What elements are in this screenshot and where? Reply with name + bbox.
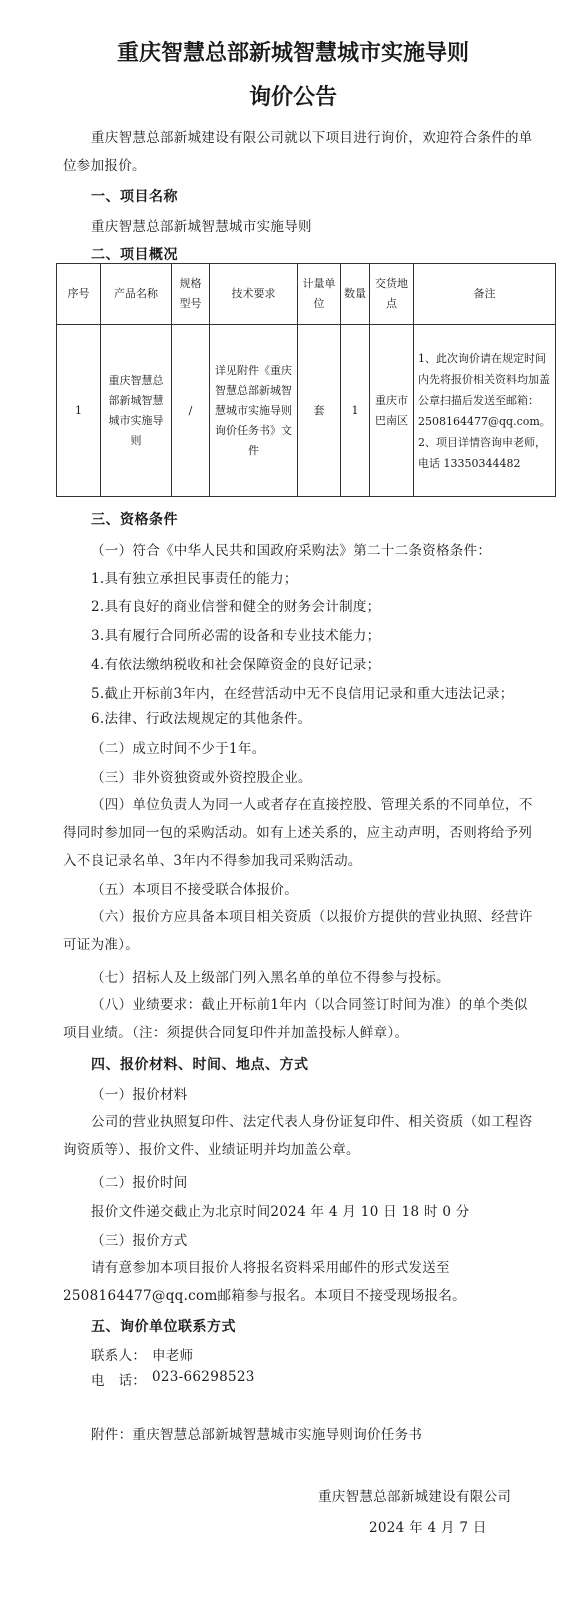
table-header-cell: 备注 [414,264,556,325]
qualification-item: 5.截止开标前3年内，在经营活动中无不良信用记录和重大违法记录； [91,686,514,702]
phone-number: 023-66298523 [152,1369,255,1385]
qualification-item: 1.具有独立承担民事责任的能力； [91,571,298,587]
qualification-3: （三）非外资独资或外资控股企业。 [91,770,312,786]
table-header-row [57,264,556,325]
quote-method-heading: （三）报价方式 [91,1233,188,1249]
qualification-8: （八）业绩要求：截止开标前1年内（以合同签订时间为准）的单个类似项目业绩。（注：须提供合同复印件并加盖投标人鲜章）。 [63,997,528,1041]
section-5-heading: 五、询价单位联系方式 [91,1319,236,1335]
table-header-cell: 序号 [57,264,101,325]
contact-label: 联系人： [91,1348,147,1364]
table-header-cell: 产品名称 [101,264,172,325]
qualification-4: （四）单位负责人为同一人或者存在直接控股、管理关系的不同单位，不得同时参加同一包的采购活动。如有上述关系的，应主动声明，否则将给予列入不良记录名单、3年内不得参加我司采购活动。 [63,797,533,869]
section-3-heading: 三、资格条件 [91,512,178,528]
phone-label: 电 话： [91,1373,147,1389]
quote-materials-heading: （一）报价材料 [91,1087,188,1103]
qualification-2: （二）成立时间不少于1年。 [91,741,266,757]
project-table [56,263,556,497]
table-cell: / [172,325,210,497]
qualification-item: 3.具有履行合同所必需的设备和专业技术能力； [91,628,381,644]
qualification-5: （五）本项目不接受联合体报价。 [91,882,298,898]
qualification-item: 2.具有良好的商业信誉和健全的财务会计制度； [91,599,381,615]
signature-company: 重庆智慧总部新城建设有限公司 [318,1489,512,1505]
qualification-7: （七）招标人及上级部门列入黑名单的单位不得参与投标。 [91,970,450,986]
table-cell: 1 [341,325,370,497]
intro-paragraph: 重庆智慧总部新城建设有限公司就以下项目进行询价，欢迎符合条件的单位参加报价。 [63,130,533,174]
table-cell: 套 [298,325,341,497]
document-title: 重庆智慧总部新城智慧城市实施导则 [116,41,469,66]
section-1-heading: 一、项目名称 [91,189,178,205]
contact-name: 申老师 [152,1348,194,1364]
qualification-item: 6.法律、行政法规规定的其他条件。 [91,711,312,727]
table-cell: 重庆市巴南区 [370,325,414,497]
document-subtitle: 询价公告 [248,85,337,110]
table-header-cell: 数量 [341,264,370,325]
section-2-heading: 二、项目概况 [91,247,178,263]
quote-method-text: 请有意参加本项目报价人将报名资料采用邮件的形式发送至2508164477@qq.com邮箱参与报名。本项目不接受现场报名。 [63,1260,466,1304]
quote-materials-text: 公司的营业执照复印件、法定代表人身份证复印件、相关资质（如工程咨询资质等）、报价文件、业绩证明并均加盖公章。 [63,1114,533,1158]
table-row [57,325,556,497]
project-name: 重庆智慧总部新城智慧城市实施导则 [91,219,312,235]
qualification-6: （六）报价方应具备本项目相关资质（以报价方提供的营业执照、经营许可证为准）。 [63,909,533,953]
table-header-cell: 技术要求 [210,264,298,325]
table-header-cell: 计量单位 [298,264,341,325]
attachment-line: 附件：重庆智慧总部新城智慧城市实施导则询价任务书 [91,1427,423,1443]
quote-time-text: 报价文件递交截止为北京时间2024 年 4 月 10 日 18 时 0 分 [91,1204,470,1220]
table-cell: 重庆智慧总部新城智慧城市实施导则 [101,325,172,497]
signature-date: 2024 年 4 月 7 日 [369,1520,487,1536]
table-cell: 详见附件《重庆智慧总部新城智慧城市实施导则询价任务书》文件 [210,325,298,497]
table-cell-remarks: 1、此次询价请在规定时间内先将报价相关资料均加盖公章扫描后发送至邮箱：2508164477@qq.com。2、项目详情咨询申老师，电话 13350344482 [414,325,556,497]
qualification-1: （一）符合《中华人民共和国政府采购法》第二十二条资格条件： [91,543,492,559]
table-cell: 1 [57,325,101,497]
quote-time-heading: （二）报价时间 [91,1175,188,1191]
table-header-cell: 交货地点 [370,264,414,325]
section-4-heading: 四、报价材料、时间、地点、方式 [91,1057,309,1073]
qualification-item: 4.有依法缴纳税收和社会保障资金的良好记录； [91,657,381,673]
table-header-cell: 规格型号 [172,264,210,325]
